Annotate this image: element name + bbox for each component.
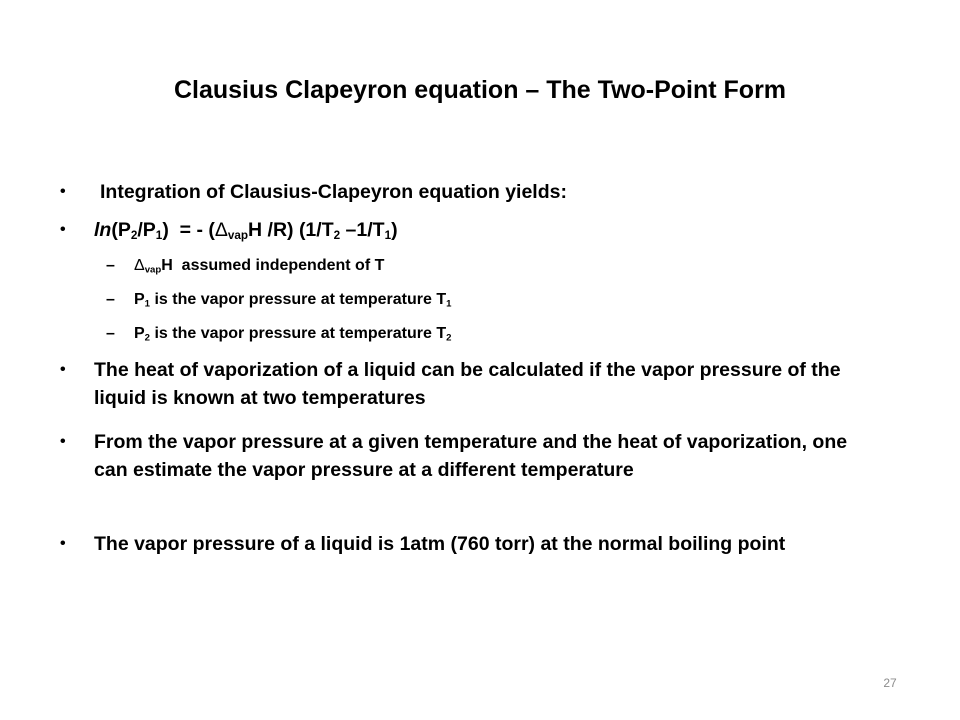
subscript: 1 xyxy=(144,298,151,310)
equation-part: H /R) (1/T xyxy=(248,219,334,241)
bullet-text: The vapor pressure of a liquid is 1atm (760 torr) at the normal boiling point xyxy=(94,533,786,555)
bullet-text: The heat of vaporization of a liquid can be calculated if the vapor pressure of the liquid is known at two temperatures xyxy=(94,359,841,409)
page-number: 27 xyxy=(883,676,897,690)
subscript: vap xyxy=(144,264,162,276)
subscript: 2 xyxy=(446,332,452,344)
delta-symbol: Δ xyxy=(134,257,145,274)
sub-bullet-part: is the vapor pressure at temperature T xyxy=(150,325,447,342)
subscript: vap xyxy=(227,228,249,242)
equation-part: ) xyxy=(391,219,398,241)
sub-bullet-part: is the vapor pressure at temperature T xyxy=(150,291,447,308)
delta-symbol: Δ xyxy=(214,219,228,241)
sub-bullet-part: P xyxy=(134,291,145,308)
sub-bullet-part: H assumed independent of T xyxy=(161,257,385,274)
bullet-dot-icon: • xyxy=(60,221,66,238)
bullet-dot-icon: • xyxy=(60,535,66,552)
dash-icon: – xyxy=(106,291,115,308)
sub-bullet-text xyxy=(134,288,794,312)
bullet-dot-icon: • xyxy=(60,183,66,200)
sub-bullet-text xyxy=(134,322,794,346)
bullet-dot-icon: • xyxy=(60,361,66,378)
equation-part: ) = - ( xyxy=(162,219,215,241)
subscript: 2 xyxy=(130,228,138,242)
subscript: 1 xyxy=(384,228,392,242)
sub-bullet-text xyxy=(134,254,794,278)
subscript: 1 xyxy=(155,228,163,242)
equation-part: –1/T xyxy=(340,219,385,241)
subscript: 2 xyxy=(144,332,151,344)
subscript: 1 xyxy=(446,298,452,310)
slide-title: Clausius Clapeyron equation – The Two-Point Form xyxy=(173,76,787,104)
equation-part: (P xyxy=(111,219,131,241)
ln-function: ln xyxy=(94,219,112,241)
bullet-text: From the vapor pressure at a given temperature and the heat of vaporization, one can estimate the vapor pressure at a different temperature xyxy=(94,431,848,481)
dash-icon: – xyxy=(106,325,115,342)
bullet-dot-icon: • xyxy=(60,433,66,450)
bullet-text: Integration of Clausius-Clapeyron equation yields: xyxy=(100,181,567,203)
equation xyxy=(94,216,864,244)
dash-icon: – xyxy=(106,257,115,274)
sub-bullet-part: P xyxy=(134,325,145,342)
subscript: 2 xyxy=(333,228,341,242)
equation-part: /P xyxy=(137,219,156,241)
